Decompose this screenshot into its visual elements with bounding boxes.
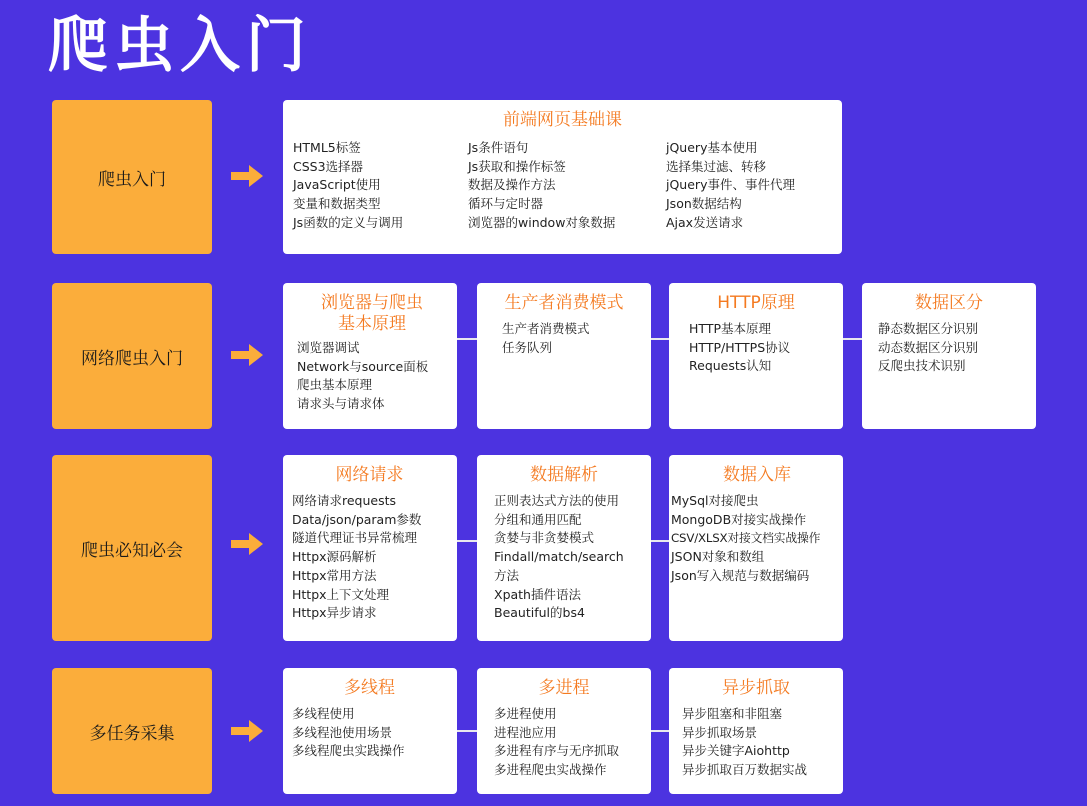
card-producer-consumer (477, 283, 651, 429)
topic-item: Findall/match/search (494, 549, 624, 565)
topic-item: 进程池应用 (494, 724, 557, 740)
topic-item: 请求头与请求体 (297, 396, 385, 412)
topic-item: 浏览器调试 (297, 340, 360, 355)
card-title: 异步抓取 (722, 678, 790, 698)
topic-item: Data/json/param参数 (292, 511, 422, 527)
connector-line (457, 540, 477, 542)
arrow-right-icon (231, 533, 263, 555)
topic-item: MySql对接爬虫 (671, 493, 759, 508)
topic-item: 网络请求requests (292, 493, 397, 508)
topic-item: Json数据结构 (666, 196, 742, 212)
card-browser-crawler-basics (283, 283, 457, 429)
card-title: 数据入库 (723, 465, 791, 485)
connector-line (651, 730, 669, 732)
topic-item: jQuery基本使用 (666, 140, 758, 155)
topic-item: 多线程池使用场景 (292, 724, 393, 740)
topic-item: MongoDB对接实战操作 (671, 511, 807, 527)
topic-item: Httpx上下文处理 (292, 586, 390, 602)
topic-item: Httpx异步请求 (292, 605, 377, 621)
topic-item: 数据及操作方法 (468, 177, 556, 193)
topic-item: Js条件语句 (468, 140, 529, 155)
topic-item: 浏览器的window对象数据 (468, 214, 616, 230)
card-data-storage (669, 455, 843, 641)
topic-item: 异步抓取场景 (682, 724, 758, 740)
connector-line (651, 540, 669, 542)
connector-line (651, 338, 669, 340)
topic-item: Httpx常用方法 (292, 567, 377, 583)
topic-item: 变量和数据类型 (293, 196, 381, 212)
card-http-principles (669, 283, 843, 429)
topic-item: 静态数据区分识别 (878, 321, 979, 336)
topic-item: Js获取和操作标签 (468, 158, 566, 174)
arrow-right-icon (231, 720, 263, 742)
stage-box-2 (52, 283, 212, 429)
topic-item: 多线程使用 (292, 706, 355, 721)
topic-item: CSV/XLSX对接文档实战操作 (671, 531, 821, 546)
topic-item: 正则表达式方法的使用 (494, 493, 620, 508)
topic-item: Json写入规范与数据编码 (671, 567, 810, 583)
stage-box-4 (52, 668, 212, 794)
topic-item: 隧道代理证书异常梳理 (292, 530, 418, 546)
card-multiprocessing (477, 668, 651, 794)
topic-item: Beautiful的bs4 (494, 605, 585, 621)
card-title: 基本原理 (338, 314, 406, 334)
topic-item: jQuery事件、事件代理 (666, 177, 795, 193)
topic-item: Ajax发送请求 (666, 214, 744, 230)
stage-box-3 (52, 455, 212, 641)
card-async-crawling (669, 668, 843, 794)
topic-item: HTTP基本原理 (689, 321, 771, 336)
connector-line (457, 730, 477, 732)
topic-item: 循环与定时器 (468, 196, 544, 212)
stage-box-1 (52, 100, 212, 254)
topic-item: 贪婪与非贪婪模式 (494, 530, 595, 546)
topic-item: Js函数的定义与调用 (293, 214, 404, 230)
stage-label: 爬虫必知必会 (81, 540, 183, 561)
card-multithreading (283, 668, 457, 794)
arrow-right-icon (231, 165, 263, 187)
topic-item: Xpath插件语法 (494, 586, 581, 602)
card-data-distinction (862, 283, 1036, 429)
topic-item: 多进程有序与无序抓取 (494, 743, 620, 759)
card-title: 多进程 (538, 678, 590, 698)
topic-item: 方法 (494, 567, 520, 583)
topic-item: HTML5标签 (293, 140, 361, 155)
topic-item: 分组和通用匹配 (494, 511, 582, 527)
stage-label: 爬虫入门 (98, 169, 166, 190)
topic-item: 异步抓取百万数据实战 (682, 762, 808, 778)
topic-item: 多进程爬虫实战操作 (494, 762, 607, 778)
card-title: 浏览器与爬虫 (321, 293, 423, 313)
card-data-parsing (477, 455, 651, 641)
topic-item: 多进程使用 (494, 706, 557, 721)
topic-item: Requests认知 (689, 358, 772, 374)
stage-label: 网络爬虫入门 (81, 348, 183, 369)
topic-item: 选择集过滤、转移 (666, 158, 767, 174)
connector-line (843, 338, 862, 340)
card-title: 前端网页基础课 (503, 110, 622, 130)
card-title: 数据区分 (915, 293, 983, 313)
topic-item: JavaScript使用 (293, 177, 381, 193)
page-title: 爬虫入门 (48, 11, 312, 81)
topic-item: 异步阻塞和非阻塞 (682, 706, 783, 721)
arrow-right-icon (231, 344, 263, 366)
card-title: 多线程 (344, 678, 395, 698)
card-title: HTTP原理 (717, 293, 795, 313)
card-frontend (283, 100, 842, 254)
card-title: 数据解析 (530, 465, 598, 485)
topic-item: JSON对象和数组 (671, 549, 765, 565)
topic-item: Httpx源码解析 (292, 549, 377, 565)
topic-item: 任务队列 (502, 339, 553, 355)
topic-item: CSS3选择器 (293, 158, 364, 174)
card-title: 生产者消费模式 (504, 293, 624, 313)
topic-item: HTTP/HTTPS协议 (689, 339, 791, 355)
card-title: 网络请求 (335, 465, 404, 485)
card-network-requests (283, 455, 457, 641)
topic-item: 多线程爬虫实践操作 (292, 743, 405, 759)
connector-line (457, 338, 477, 340)
topic-item: 动态数据区分识别 (878, 339, 979, 355)
stage-label: 多任务采集 (89, 723, 175, 744)
topic-item: 生产者消费模式 (502, 321, 590, 336)
topic-item: 反爬虫技术识别 (878, 358, 966, 374)
topic-item: 爬虫基本原理 (297, 377, 373, 393)
topic-item: Network与source面板 (297, 358, 429, 374)
topic-item: 异步关键字Aiohttp (682, 743, 790, 759)
